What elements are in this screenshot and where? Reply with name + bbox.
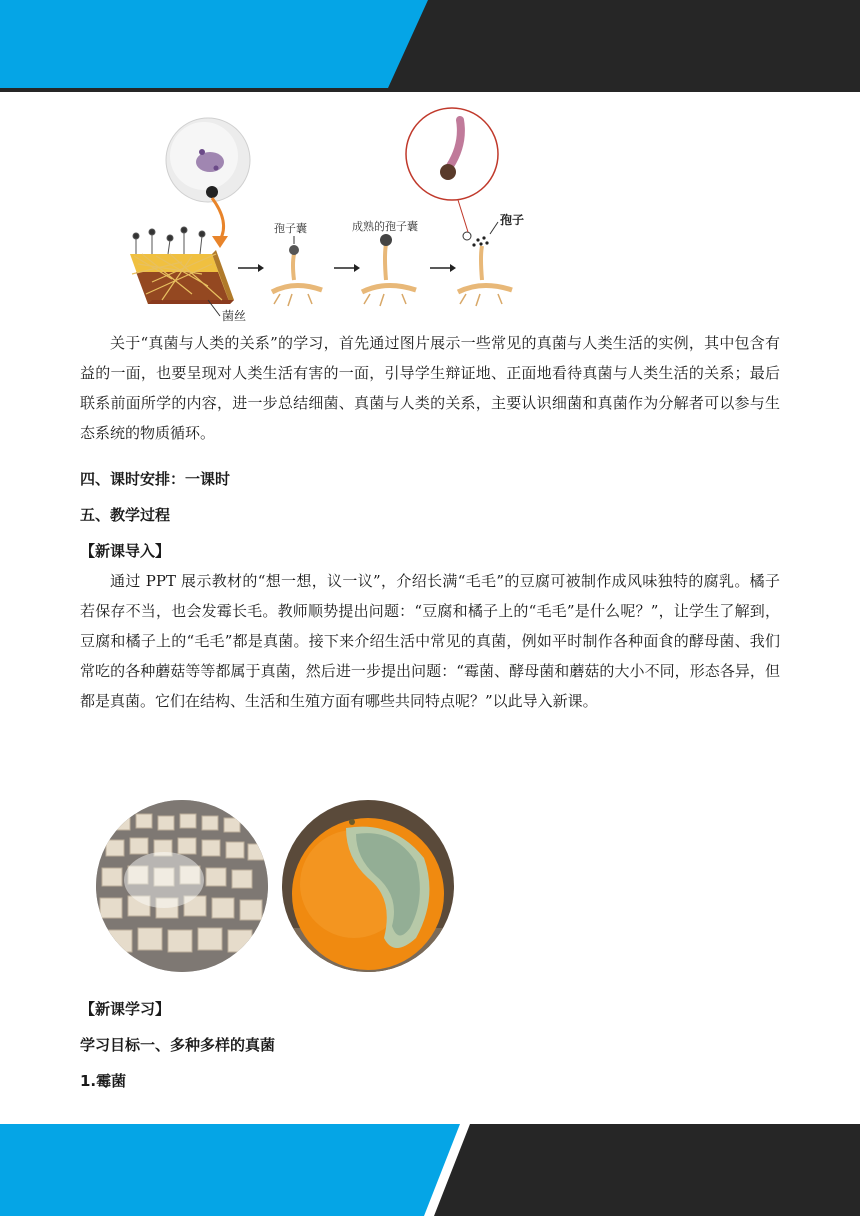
label-mature-sporangium: 成熟的孢子囊 (352, 220, 418, 233)
moldy-orange-photo (282, 798, 456, 974)
new-lesson-study-heading: 【新课学习】 (80, 1000, 171, 1018)
new-lesson-intro-heading: 【新课导入】 (80, 542, 171, 560)
footer-banner-graphic (0, 1124, 860, 1216)
label-spore: 孢子 (500, 213, 525, 227)
moldy-tofu-photo (94, 798, 270, 974)
intro-paragraph: 关于“真菌与人类的关系”的学习，首先通过图片展示一些常见的真菌与人类生活的实例，其中包含有益的一面，也要呈现对人类生活有害的一面，引导学生辩证地、正面地看待真菌与人类生活的关系；最后联系前面所学的内容，进一步总结细菌、真菌与人类的关系，主要认识细菌和真菌作为分解者可以参与生态系统的物质循环。 (80, 334, 780, 442)
label-hyphae: 菌丝 (222, 309, 247, 323)
header-banner-graphic (0, 0, 860, 92)
section-schedule-heading: 四、课时安排：一课时 (80, 470, 231, 488)
mold-examples-photos (94, 798, 456, 974)
header-banner (0, 0, 860, 92)
content-block-3 (80, 994, 780, 1096)
new-lesson-intro-paragraph: 通过 PPT 展示教材的“想一想，议一议”，介绍长满“毛毛”的豆腐可被制作成风味独特的腐乳。橘子若保存不当，也会发霉长毛。教师顺势提出问题：“豆腐和橘子上的“毛毛”是什么呢？”，让学生了解到，豆腐和橘子上的“毛毛”都是真菌。接下来介绍生活中常见的真菌，例如平时制作各种面食的酵母菌、我们常吃的各种蘑菇等等都属于真菌，然后进一步提出问题：“霉菌、酵母菌和蘑菇的大小不同，形态各异，但都是真菌。它们在结构、生活和生殖方面有哪些共同特点呢？”以此导入新课。 (80, 572, 780, 710)
content-block-2 (80, 464, 780, 716)
mold-reproduction-diagram (112, 104, 548, 326)
objective-1-heading: 学习目标一、多种多样的真菌 (80, 1036, 276, 1054)
item-1-heading: 1.霉菌 (80, 1072, 127, 1090)
footer-banner (0, 1124, 860, 1216)
section-process-heading: 五、教学过程 (80, 506, 171, 524)
content-block-1 (80, 328, 780, 448)
label-sporangium: 孢子囊 (274, 222, 307, 235)
